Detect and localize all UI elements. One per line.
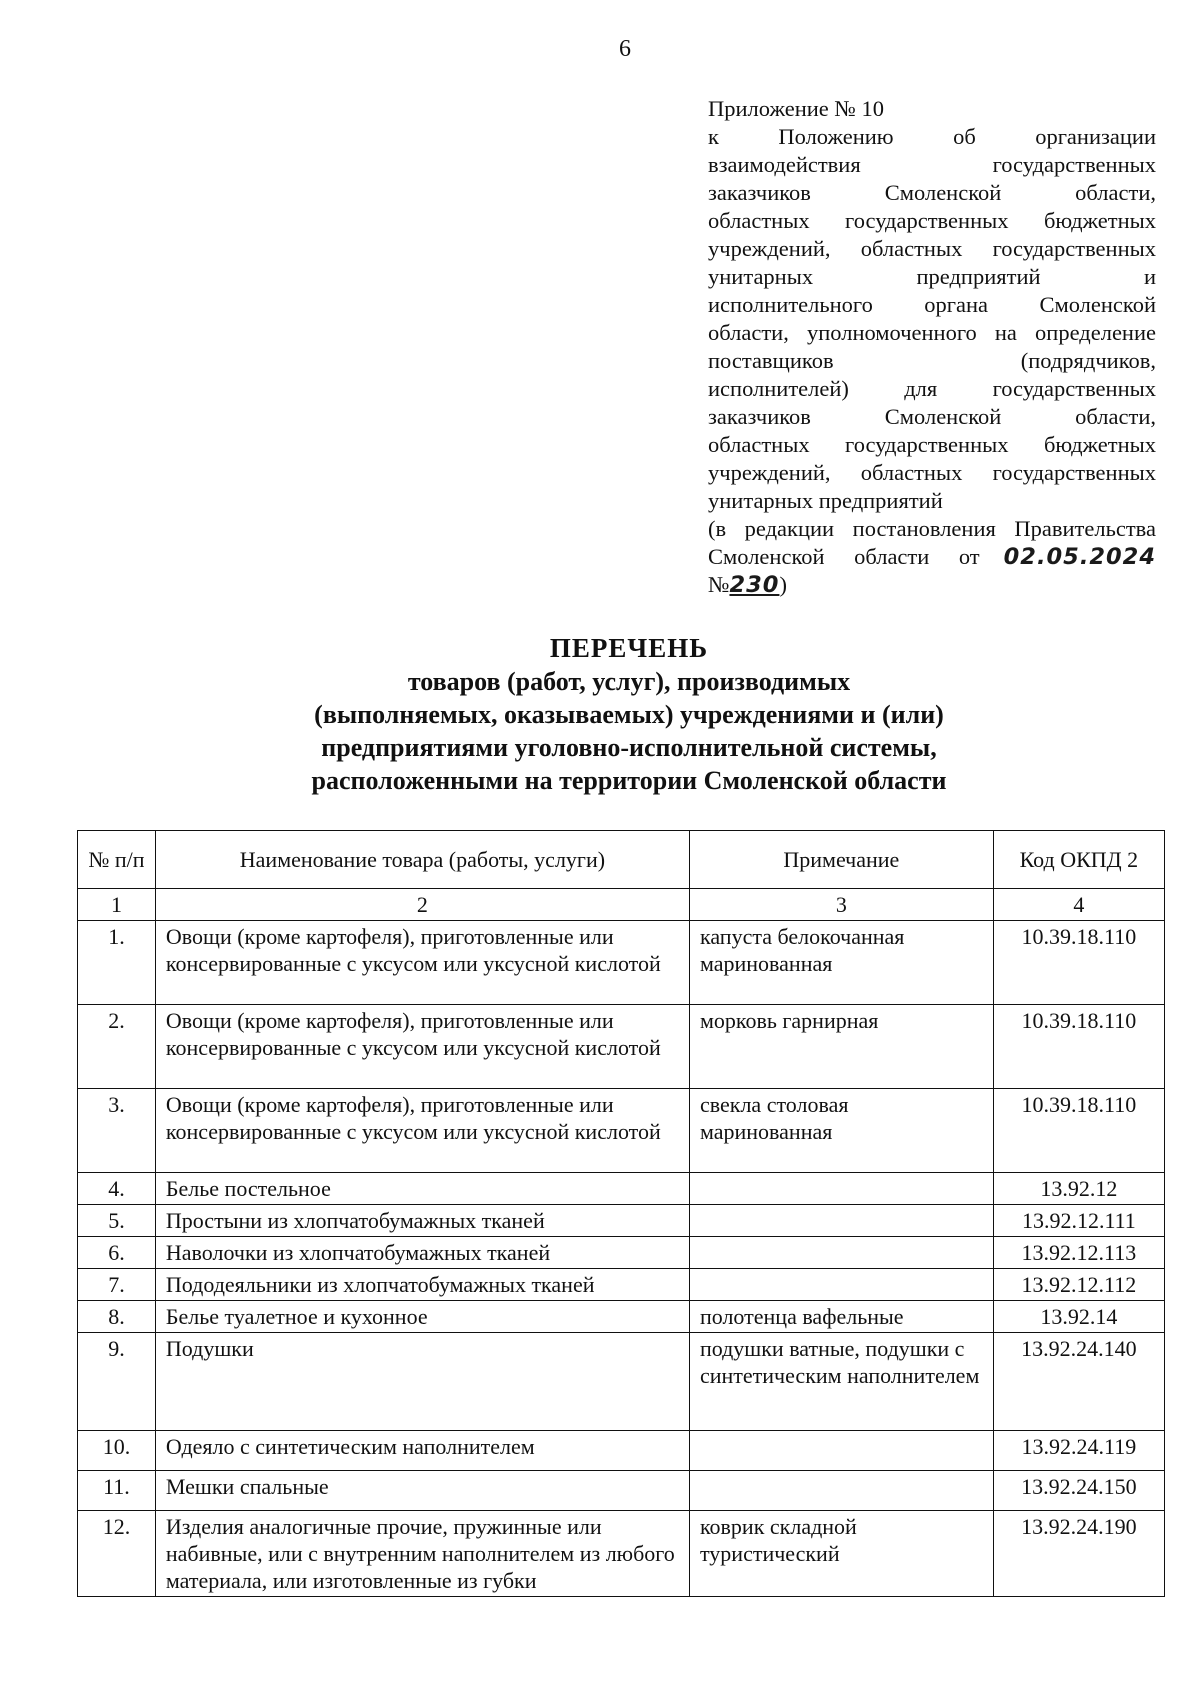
handwritten-number: 230 — [729, 572, 780, 598]
row-num: 7. — [78, 1269, 156, 1301]
appendix-line: (в редакции постановления Правительства — [708, 516, 1156, 541]
appendix-line: исполнительного органа Смоленской — [708, 292, 1156, 317]
row-num: 1. — [78, 921, 156, 1005]
row-num: 2. — [78, 1005, 156, 1089]
row-num: 4. — [78, 1173, 156, 1205]
appendix-line: областных государственных бюджетных — [708, 208, 1156, 233]
column-number: 4 — [993, 889, 1164, 921]
table-row — [78, 1237, 1165, 1269]
appendix-line: к Положению об организации — [708, 124, 1156, 149]
row-note — [689, 1173, 993, 1205]
closing-paren: ) — [779, 572, 787, 597]
title-line: (выполняемых, оказываемых) учреждениями и (или) — [314, 700, 944, 729]
table-row — [78, 1089, 1165, 1173]
row-code: 13.92.12 — [993, 1173, 1164, 1205]
appendix-block — [708, 95, 1156, 599]
row-code: 13.92.24.140 — [993, 1333, 1164, 1431]
row-num: 12. — [78, 1511, 156, 1597]
appendix-line: учреждений, областных государственных — [708, 236, 1156, 261]
table-row — [78, 921, 1165, 1005]
column-number: 3 — [689, 889, 993, 921]
appendix-line: поставщиков (подрядчиков, — [708, 348, 1156, 373]
row-code: 13.92.24.190 — [993, 1511, 1164, 1597]
row-num: 10. — [78, 1431, 156, 1471]
table-header-row — [78, 831, 1165, 889]
column-number: 1 — [78, 889, 156, 921]
row-note — [689, 1205, 993, 1237]
appendix-number-line — [708, 571, 1156, 599]
page-number: 6 — [619, 36, 631, 62]
row-note — [689, 1237, 993, 1269]
header-note: Примечание — [689, 831, 993, 889]
row-name: Наволочки из хлопчатобумажных тканей — [155, 1237, 689, 1269]
table-row — [78, 1005, 1165, 1089]
row-note: полотенца вафельные — [689, 1301, 993, 1333]
header-code: Код ОКПД 2 — [993, 831, 1164, 889]
appendix-date-line — [708, 543, 1156, 571]
title-line: товаров (работ, услуг), производимых — [407, 667, 851, 696]
table-row — [78, 1511, 1165, 1597]
row-name: Овощи (кроме картофеля), приготовленные или консервированные с уксусом или уксусной кислотой — [155, 1005, 689, 1089]
row-code: 13.92.12.113 — [993, 1237, 1164, 1269]
appendix-line: унитарных предприятий и — [708, 264, 1156, 289]
row-name: Овощи (кроме картофеля), приготовленные или консервированные с уксусом или уксусной кислотой — [155, 1089, 689, 1173]
number-sign: № — [708, 572, 730, 597]
row-code: 10.39.18.110 — [993, 921, 1164, 1005]
row-note — [689, 1269, 993, 1301]
appendix-line: заказчиков Смоленской области, — [708, 404, 1156, 429]
table-row — [78, 1333, 1165, 1431]
row-name: Белье туалетное и кухонное — [155, 1301, 689, 1333]
row-note: капуста белокочанная маринованная — [689, 921, 993, 1005]
table-row — [78, 1471, 1165, 1511]
row-num: 3. — [78, 1089, 156, 1173]
row-code: 10.39.18.110 — [993, 1089, 1164, 1173]
appendix-line: учреждений, областных государственных — [708, 460, 1156, 485]
appendix-line: взаимодействия государственных — [708, 152, 1156, 177]
column-number: 2 — [155, 889, 689, 921]
row-note: свекла столовая маринованная — [689, 1089, 993, 1173]
appendix-line: Смоленской области от — [708, 544, 980, 569]
appendix-line: областных государственных бюджетных — [708, 432, 1156, 457]
table-row — [78, 1205, 1165, 1237]
row-num: 11. — [78, 1471, 156, 1511]
row-num: 6. — [78, 1237, 156, 1269]
row-num: 8. — [78, 1301, 156, 1333]
row-note: подушки ватные, подушки с синтетическим наполнителем — [689, 1333, 993, 1431]
row-name: Изделия аналогичные прочие, пружинные или набивные, или с внутренним наполнителем из любого материала, или изготовленные из губки — [155, 1511, 689, 1597]
row-code: 13.92.12.112 — [993, 1269, 1164, 1301]
row-num: 9. — [78, 1333, 156, 1431]
document-title — [0, 632, 1200, 797]
title-line: предприятиями уголовно-исполнительной системы, — [321, 733, 937, 762]
row-note: коврик складной туристический — [689, 1511, 993, 1597]
title-heading: ПЕРЕЧЕНЬ — [549, 633, 709, 663]
header-name: Наименование товара (работы, услуги) — [155, 831, 689, 889]
appendix-line: заказчиков Смоленской области, — [708, 180, 1156, 205]
row-code: 13.92.24.150 — [993, 1471, 1164, 1511]
appendix-line: Приложение № 10 — [708, 96, 884, 121]
appendix-line: унитарных предприятий — [708, 488, 943, 513]
appendix-line: области, уполномоченного на определение — [708, 320, 1156, 345]
row-note — [689, 1471, 993, 1511]
row-name: Пододеяльники из хлопчатобумажных тканей — [155, 1269, 689, 1301]
row-code: 13.92.12.111 — [993, 1205, 1164, 1237]
goods-table — [77, 830, 1165, 1597]
row-code: 13.92.24.119 — [993, 1431, 1164, 1471]
row-name: Мешки спальные — [155, 1471, 689, 1511]
row-name: Простыни из хлопчатобумажных тканей — [155, 1205, 689, 1237]
row-name: Подушки — [155, 1333, 689, 1431]
column-number-row — [78, 889, 1165, 921]
title-line: расположенными на территории Смоленской области — [311, 766, 947, 795]
row-code: 10.39.18.110 — [993, 1005, 1164, 1089]
row-name: Одеяло с синтетическим наполнителем — [155, 1431, 689, 1471]
table-row — [78, 1301, 1165, 1333]
header-num: № п/п — [78, 831, 156, 889]
row-note — [689, 1431, 993, 1471]
row-note: морковь гарнирная — [689, 1005, 993, 1089]
row-name: Белье постельное — [155, 1173, 689, 1205]
table-row — [78, 1431, 1165, 1471]
handwritten-date: 02.05.2024 — [1003, 544, 1156, 570]
appendix-line: исполнителей) для государственных — [708, 376, 1156, 401]
table-row — [78, 1269, 1165, 1301]
row-name: Овощи (кроме картофеля), приготовленные или консервированные с уксусом или уксусной кислотой — [155, 921, 689, 1005]
row-num: 5. — [78, 1205, 156, 1237]
row-code: 13.92.14 — [993, 1301, 1164, 1333]
table-row — [78, 1173, 1165, 1205]
